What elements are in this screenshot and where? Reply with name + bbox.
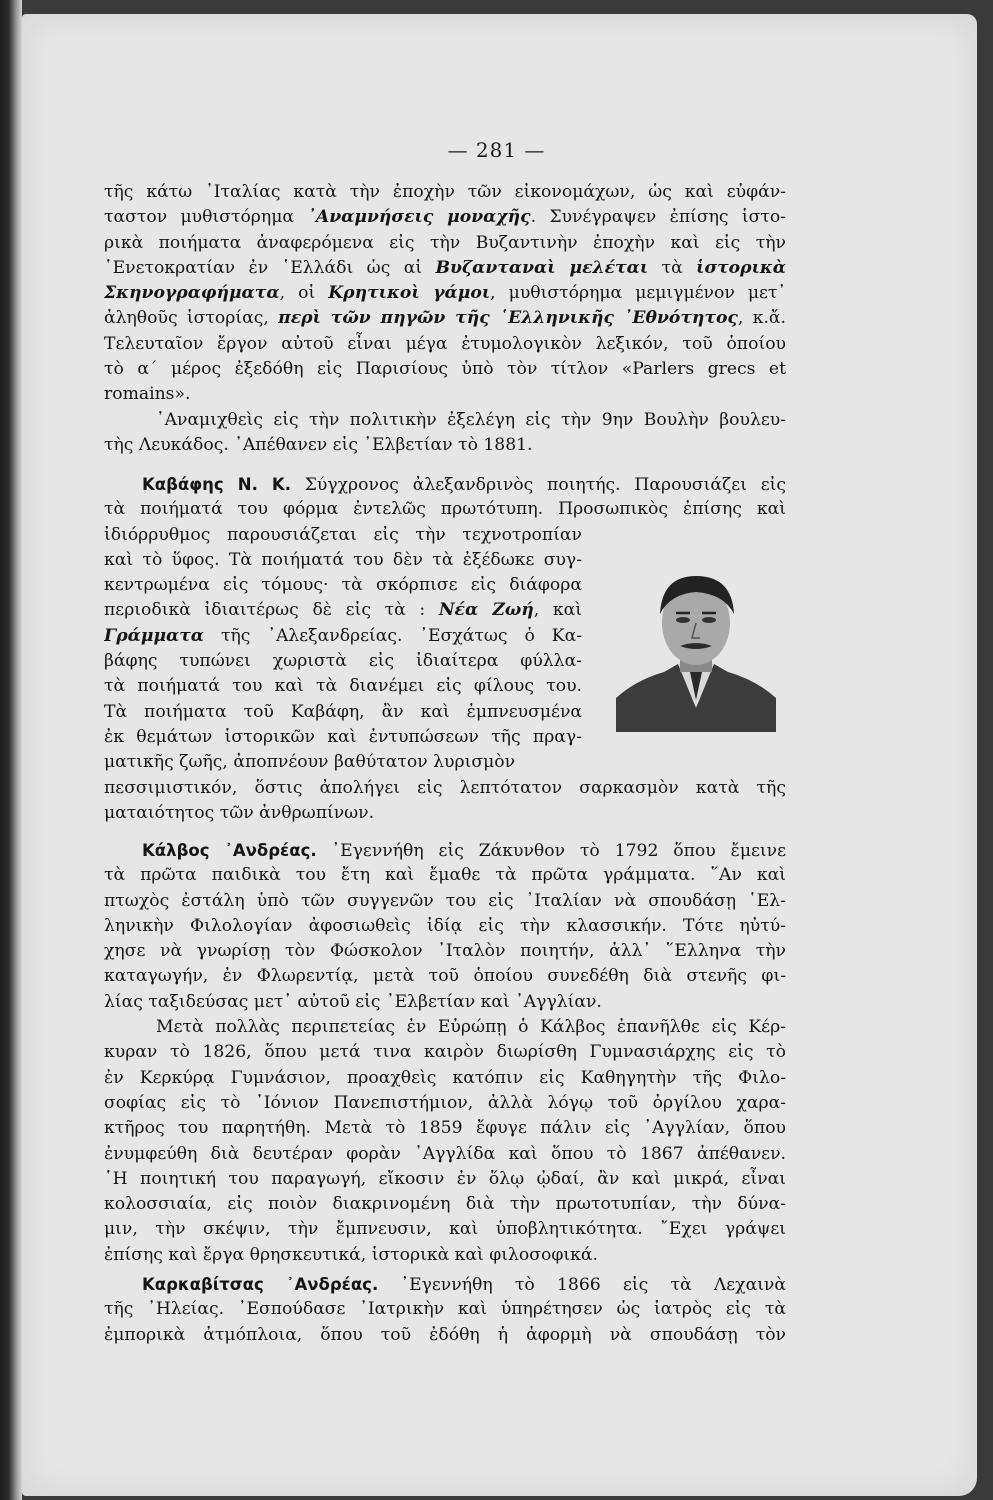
entry-name: Καβάφης Ν. Κ. [142, 475, 291, 494]
text-line: Τελευταῖον ἔργον αὐτοῦ εἶναι μέγα ἐτυμολογικὸν λεξικόν, τοῦ ὁποίου [104, 333, 786, 354]
text-line: σοφίας εἰς τὸ ᾿Ιόνιον Πανεπιστήμιον, ἀλλὰ λόγῳ τοῦ ὀργίλου χαρα- [104, 1092, 786, 1113]
text-line: πεσσιμιστικόν, ὅστις ἀπολήγει εἰς λεπτότατον σαρκασμὸν κατὰ τῆς [104, 777, 786, 798]
text-block-top [104, 180, 786, 458]
italic-title: περὶ τῶν πηγῶν τῆς ῾Ελληνικῆς ᾿Εθνότητος [278, 308, 738, 329]
text-line: λίας ταξιδεύσας μετ᾿ αὐτοῦ εἰς ᾿Ελβετίαν καὶ ᾿Αγγλίαν. [104, 991, 602, 1012]
text-line: ματικῆς ζωῆς, ἀποπνέουν βαθύτατον λυρισμὸν [104, 752, 516, 773]
text-line: ἐκ θεμάτων ἱστορικῶν καὶ ἐντυπώσεων τῆς πραγ- [104, 726, 582, 747]
text-segment: περιοδικὰ ἰδιαιτέρως δὲ εἰς τὰ : [104, 600, 439, 621]
text-line: ματαιότητος τῶν ἀνθρωπίνων. [104, 802, 375, 823]
entry-kalvos [104, 838, 786, 1268]
text-segment: , κ.ἄ. [737, 308, 786, 329]
text-segment: ᾿Εγεννήθη τὸ 1866 εἰς τὰ Λεχαινὰ [378, 1275, 786, 1295]
text-line: μιν, τὴν σκέψιν, τὴν ἔμπνευσιν, καὶ ὑποβλητικότητα. ῎Εχει γράψει [104, 1219, 786, 1240]
text-line: ῾Η ποιητική του παραγωγή, εἴκοσιν ἐν ὅλῳ ᾠδαί, ἂν καὶ μικρά, εἶναι [104, 1168, 786, 1189]
text-segment: ἀληθοῦς ἱστορίας, [104, 308, 279, 329]
italic-title: Νέα Ζωή [438, 600, 534, 621]
text-line: κτῆρος του παρητήθη. Μετὰ τὸ 1859 ἔφυγε πάλιν εἰς ᾿Αγγλίαν, ὅπου [104, 1118, 786, 1139]
text-segment: ταστον μυθιστόρημα [104, 207, 308, 228]
text-segment: τὰ [648, 257, 697, 278]
text-line: ληνικὴν Φιλολογίαν ἀφοσιωθεὶς ἰδίᾳ εἰς τὴν κλασσικήν. Τότε ηὐτύ- [104, 915, 786, 936]
text-line: Τὰ ποιήματα τοῦ Καβάφη, ἂν καὶ ἐμπνευσμένα [104, 701, 582, 722]
text-line [104, 472, 786, 497]
text-line [104, 1272, 786, 1297]
text-line: τὸ α´ μέρος ἐξεδόθη εἰς Παρισίους ὑπὸ τὸν τίτλον «Parlers grecs et [104, 359, 786, 380]
entry-name: Κάλβος ᾿Ανδρέας. [142, 841, 317, 860]
italic-title: Γράμματα [104, 625, 205, 646]
text-segment: , οἱ [279, 283, 329, 304]
text-segment: ᾿Εγεννήθη εἰς Ζάκυνθον τὸ 1792 ὅπου ἔμεινε [316, 841, 786, 861]
text-line: κεντρωμένα εἰς τόμους· τὰ σκόρπισε εἰς διάφορα [104, 575, 582, 596]
text-line [104, 838, 786, 863]
text-line: ἐν Κερκύρᾳ Γυμνάσιον, προαχθεὶς κατόπιν εἰς Καθηγητὴν τῆς Φιλο- [104, 1067, 786, 1088]
text-line: ἐπίσης καὶ ἔργα θρησκευτικά, ἱστορικὰ καὶ φιλοσοφικά. [104, 1244, 598, 1265]
text-line [104, 281, 786, 306]
entry-karkavitsas [104, 1272, 786, 1348]
text-line: τὴς Λευκάδος. ᾿Απέθανεν εἰς ᾿Ελβετίαν τὸ 1881. [104, 434, 533, 455]
text-line: τὰ πρῶτα παιδικὰ του ἔτη καὶ ἔμαθε τὰ πρῶτα γράμματα. ῞Αν καὶ [104, 865, 786, 886]
entry-name: Καρκαβίτσας ᾿Ανδρέας. [142, 1275, 379, 1294]
text-line [104, 598, 582, 623]
book-binding [0, 0, 22, 1500]
text-line: ἐνυμφεύθη διὰ δευτέραν φορὰν ᾿Αγγλίδα καὶ ὅπου τὸ 1867 ἀπέθανεν. [104, 1143, 786, 1164]
text-segment: , μυθιστόρημα μεμιγμένον μετ᾿ [490, 283, 786, 304]
text-line: βάφης τυπώνει χωριστὰ εἰς ἰδιαίτερα φύλλα- [104, 651, 582, 672]
text-segment: τῆς ᾿Αλεξανδρείας. ᾿Εσχάτως ὁ Κα- [204, 625, 582, 646]
text-segment: ῾Ενετοκρατίαν ἐν ῾Ελλάδι ὡς αἱ [104, 257, 436, 278]
text-line [104, 205, 786, 230]
text-line: καὶ τὸ ὕφος. Τὰ ποιήματά του δὲν τὰ ἐξέδωκε συγ- [104, 549, 582, 570]
text-line: χησε νὰ γνωρίσῃ τὸν Φώσκολον ᾿Ιταλὸν ποιητήν, ἀλλ᾿ ῞Ελληνα τὴν [104, 941, 786, 962]
text-line: τὰ ποιήματά του φόρμα ἐντελῶς πρωτότυπη. Προσωπικὸς ἐπίσης καὶ [104, 499, 786, 520]
page-number: — 281 — [447, 138, 546, 162]
text-line: τῆς κάτω ᾿Ιταλίας κατὰ τὴν ἐποχὴν τῶν εἰκονομάχων, ὡς καὶ εὐφάν- [104, 182, 786, 202]
italic-title: Βυζανταναὶ μελέται [435, 257, 649, 278]
text-line: πτωχὸς ἐστάλη ὑπὸ τῶν συγγενῶν του εἰς ᾿Ιταλίαν νὰ σπουδάσῃ ῾Ελ- [104, 890, 786, 911]
text-line: καταγωγήν, ἐν Φλωρεντίᾳ, μετὰ τοῦ ὁποίου συνεδέθη διὰ στενῆς φι- [104, 966, 786, 987]
italic-title: Κρητικοὶ γάμοι [328, 283, 491, 304]
text-line: τῆς ᾿Ηλείας. ᾿Εσπούδασε ᾿Ιατρικὴν καὶ ὑπηρέτησεν ὡς ἰατρὸς εἰς τὰ [104, 1299, 786, 1320]
text-line [104, 624, 582, 649]
text-line: κολοσσιαία, εἰς ποιὸν διακρινομένη διὰ τὴν πρωτοτυπίαν, τὴν δύνα- [104, 1194, 786, 1215]
text-line: romains». [104, 384, 191, 405]
text-line: Μετὰ πολλὰς περιπετείας ἐν Εὐρώπῃ ὁ Κάλβος ἐπανῆλθε εἰς Κέρ- [156, 1017, 786, 1038]
text-segment: Σύγχρονος ἀλεξανδρινὸς ποιητής. Παρουσιάζει εἰς [290, 475, 786, 495]
text-segment: . Συνέγραψεν ἐπίσης ἱστο- [530, 207, 786, 228]
text-segment: , καὶ [533, 600, 582, 621]
text-line: ἐμπορικὰ ἀτμόπλοια, ὅπου τοῦ ἐδόθη ἡ ἀφορμὴ νὰ σπουδάσῃ τὸν [104, 1324, 786, 1345]
italic-title: Σκηνογραφήματα [104, 283, 280, 304]
text-line: τὰ ποιήματά του καὶ τὰ διανέμει εἰς φίλους του. [104, 676, 582, 697]
text-line: ᾿Αναμιχθεὶς εἰς τὴν πολιτικὴν ἐξελέγη εἰς τὴν 9ην Βουλὴν βουλευ- [156, 409, 786, 430]
text-line [104, 306, 786, 331]
text-line: κυραν τὸ 1826, ὅπου μετά τινα καιρὸν διωρίσθη Γυμνασιάρχης εἰς τὸ [104, 1042, 786, 1063]
portrait-kavafis [616, 568, 776, 732]
text-line: ρικὰ ποιήματα ἀναφερόμενα εἰς τὴν Βυζαντινὴν ἐποχὴν καὶ εἰς τὴν [104, 232, 786, 253]
text-line [104, 256, 786, 281]
italic-title: ἱστορικὰ [696, 257, 786, 278]
text-line: ἰδιόρρυθμος παρουσιάζεται εἰς τὴν τεχνοτροπίαν [104, 524, 582, 545]
italic-title: ᾿Αναμνήσεις μοναχῆς [307, 207, 531, 228]
